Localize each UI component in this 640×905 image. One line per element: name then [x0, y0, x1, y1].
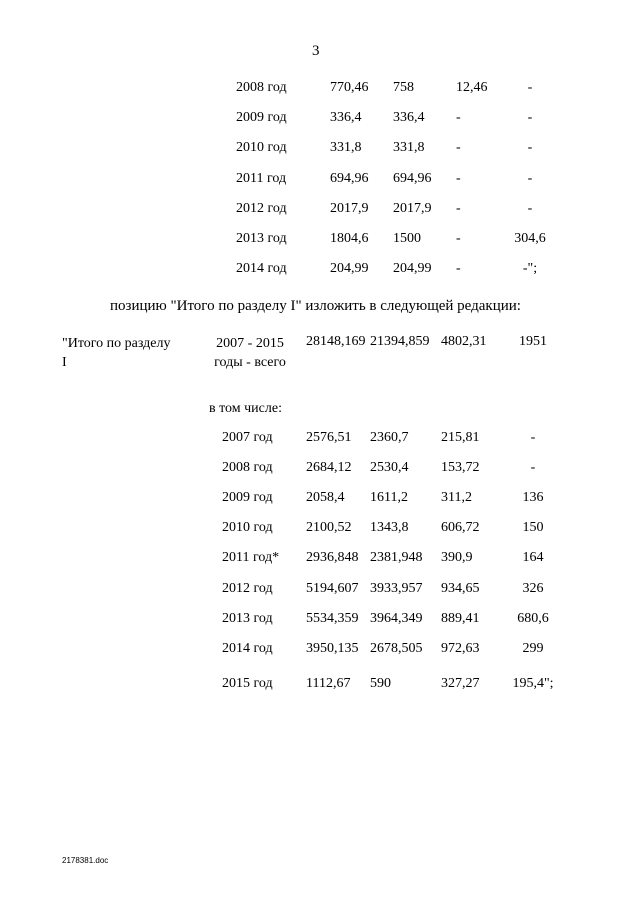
col2-cell: 2360,7	[370, 430, 409, 445]
year-cell: 2011 год*	[222, 550, 280, 566]
table-row	[0, 581, 640, 599]
total-cell: 1804,6	[330, 231, 369, 246]
year-cell: 2011 год	[236, 170, 287, 186]
col4-cell: 680,6	[517, 610, 549, 626]
table-row	[0, 110, 640, 128]
table-row	[0, 520, 640, 538]
total-cell: 694,96	[330, 170, 369, 186]
total-cell: 2058,4	[306, 490, 345, 506]
year-cell: 2008 год	[222, 460, 273, 476]
including-label: в том числе:	[209, 401, 282, 416]
col2-cell: 336,4	[393, 110, 425, 126]
year-cell: 2010 год	[222, 520, 273, 536]
col3-cell: 153,72	[441, 460, 480, 476]
table-row	[0, 201, 640, 219]
total-cell: 770,46	[330, 80, 369, 95]
total-section-total: 28148,169	[306, 334, 366, 349]
year-cell: 2010 год	[236, 140, 287, 156]
page-number: 3	[312, 43, 320, 59]
col3-cell: 215,81	[441, 430, 480, 445]
year-cell: 2013 год	[236, 231, 287, 246]
col3-cell: -	[456, 231, 461, 246]
table-row	[0, 490, 640, 508]
col4-cell: 304,6	[514, 231, 546, 246]
col3-cell: 327,27	[441, 675, 480, 691]
table-row	[0, 171, 640, 189]
col4-cell: -	[527, 200, 533, 216]
col2-cell: 1611,2	[370, 490, 408, 506]
table-row	[0, 430, 640, 448]
total-cell: 5194,607	[306, 580, 359, 596]
total-cell: 1112,67	[306, 675, 351, 691]
col2-cell: 590	[370, 675, 391, 691]
table-row	[0, 231, 640, 249]
total-section-label: "Итого по разделу I	[62, 336, 171, 370]
col2-cell: 3933,957	[370, 580, 423, 596]
col3-cell: -	[456, 140, 461, 156]
total-section-period: 2007 - 2015 годы - всего	[214, 336, 286, 370]
col3-cell: -	[456, 170, 461, 186]
amendment-instruction: позицию "Итого по разделу I" изложить в следующей редакции:	[110, 298, 521, 314]
table-row	[0, 140, 640, 158]
table-row	[0, 80, 640, 98]
table-row	[0, 676, 640, 694]
col4-cell: 195,4";	[512, 675, 554, 691]
year-cell: 2014 год	[236, 261, 287, 277]
col4-cell: -	[527, 110, 533, 126]
col2-cell: 694,96	[393, 170, 432, 186]
total-section-c4: 1951	[519, 334, 547, 349]
table-row	[0, 611, 640, 629]
year-cell: 2012 год	[236, 200, 287, 216]
col4-cell: -	[527, 170, 533, 186]
year-cell: 2009 год	[236, 110, 287, 126]
col4-cell: 326	[522, 580, 544, 596]
total-section-c2: 21394,859	[370, 334, 430, 349]
col3-cell: -	[456, 261, 461, 277]
col3-cell: 606,72	[441, 520, 480, 536]
col3-cell: 889,41	[441, 610, 480, 626]
total-cell: 2936,848	[306, 550, 359, 566]
col4-cell: -	[527, 140, 533, 156]
col2-cell: 1500	[393, 231, 421, 246]
col2-cell: 2017,9	[393, 200, 432, 216]
col3-cell: -	[456, 200, 461, 216]
table-row	[0, 641, 640, 659]
col2-cell: 3964,349	[370, 610, 423, 626]
col2-cell: 758	[393, 80, 414, 95]
table-row	[0, 460, 640, 478]
col4-cell: 136	[522, 490, 544, 506]
year-cell: 2015 год	[222, 675, 273, 691]
col4-cell: -	[527, 80, 533, 95]
year-cell: 2014 год	[222, 640, 273, 656]
col4-cell: 164	[522, 550, 544, 566]
col3-cell: 972,63	[441, 640, 480, 656]
col3-cell: 311,2	[441, 490, 472, 506]
col2-cell: 1343,8	[370, 520, 409, 536]
col4-cell: -";	[522, 261, 538, 277]
col4-cell: 299	[522, 640, 544, 656]
year-cell: 2013 год	[222, 610, 273, 626]
table-row	[0, 261, 640, 279]
col4-cell: -	[530, 460, 536, 476]
col3-cell: 934,65	[441, 580, 480, 596]
total-cell: 2100,52	[306, 520, 352, 536]
total-cell: 204,99	[330, 261, 369, 277]
total-cell: 2576,51	[306, 430, 352, 445]
total-cell: 3950,135	[306, 640, 359, 656]
col2-cell: 331,8	[393, 140, 425, 156]
total-cell: 2684,12	[306, 460, 352, 476]
year-cell: 2008 год	[236, 80, 287, 95]
year-cell: 2012 год	[222, 580, 273, 596]
col3-cell: 390,9	[441, 550, 473, 566]
col4-cell: -	[530, 430, 536, 445]
col2-cell: 2530,4	[370, 460, 409, 476]
col4-cell: 150	[522, 520, 544, 536]
total-cell: 336,4	[330, 110, 362, 126]
col3-cell: -	[456, 110, 461, 126]
total-section-c3: 4802,31	[441, 334, 487, 349]
year-cell: 2007 год	[222, 430, 273, 445]
total-cell: 2017,9	[330, 200, 369, 216]
col3-cell: 12,46	[456, 80, 488, 95]
total-cell: 5534,359	[306, 610, 359, 626]
col2-cell: 2381,948	[370, 550, 423, 566]
year-cell: 2009 год	[222, 490, 273, 506]
file-name-footer: 2178381.doc	[62, 856, 109, 865]
col2-cell: 204,99	[393, 261, 432, 277]
total-cell: 331,8	[330, 140, 362, 156]
col2-cell: 2678,505	[370, 640, 423, 656]
table-row	[0, 550, 640, 568]
